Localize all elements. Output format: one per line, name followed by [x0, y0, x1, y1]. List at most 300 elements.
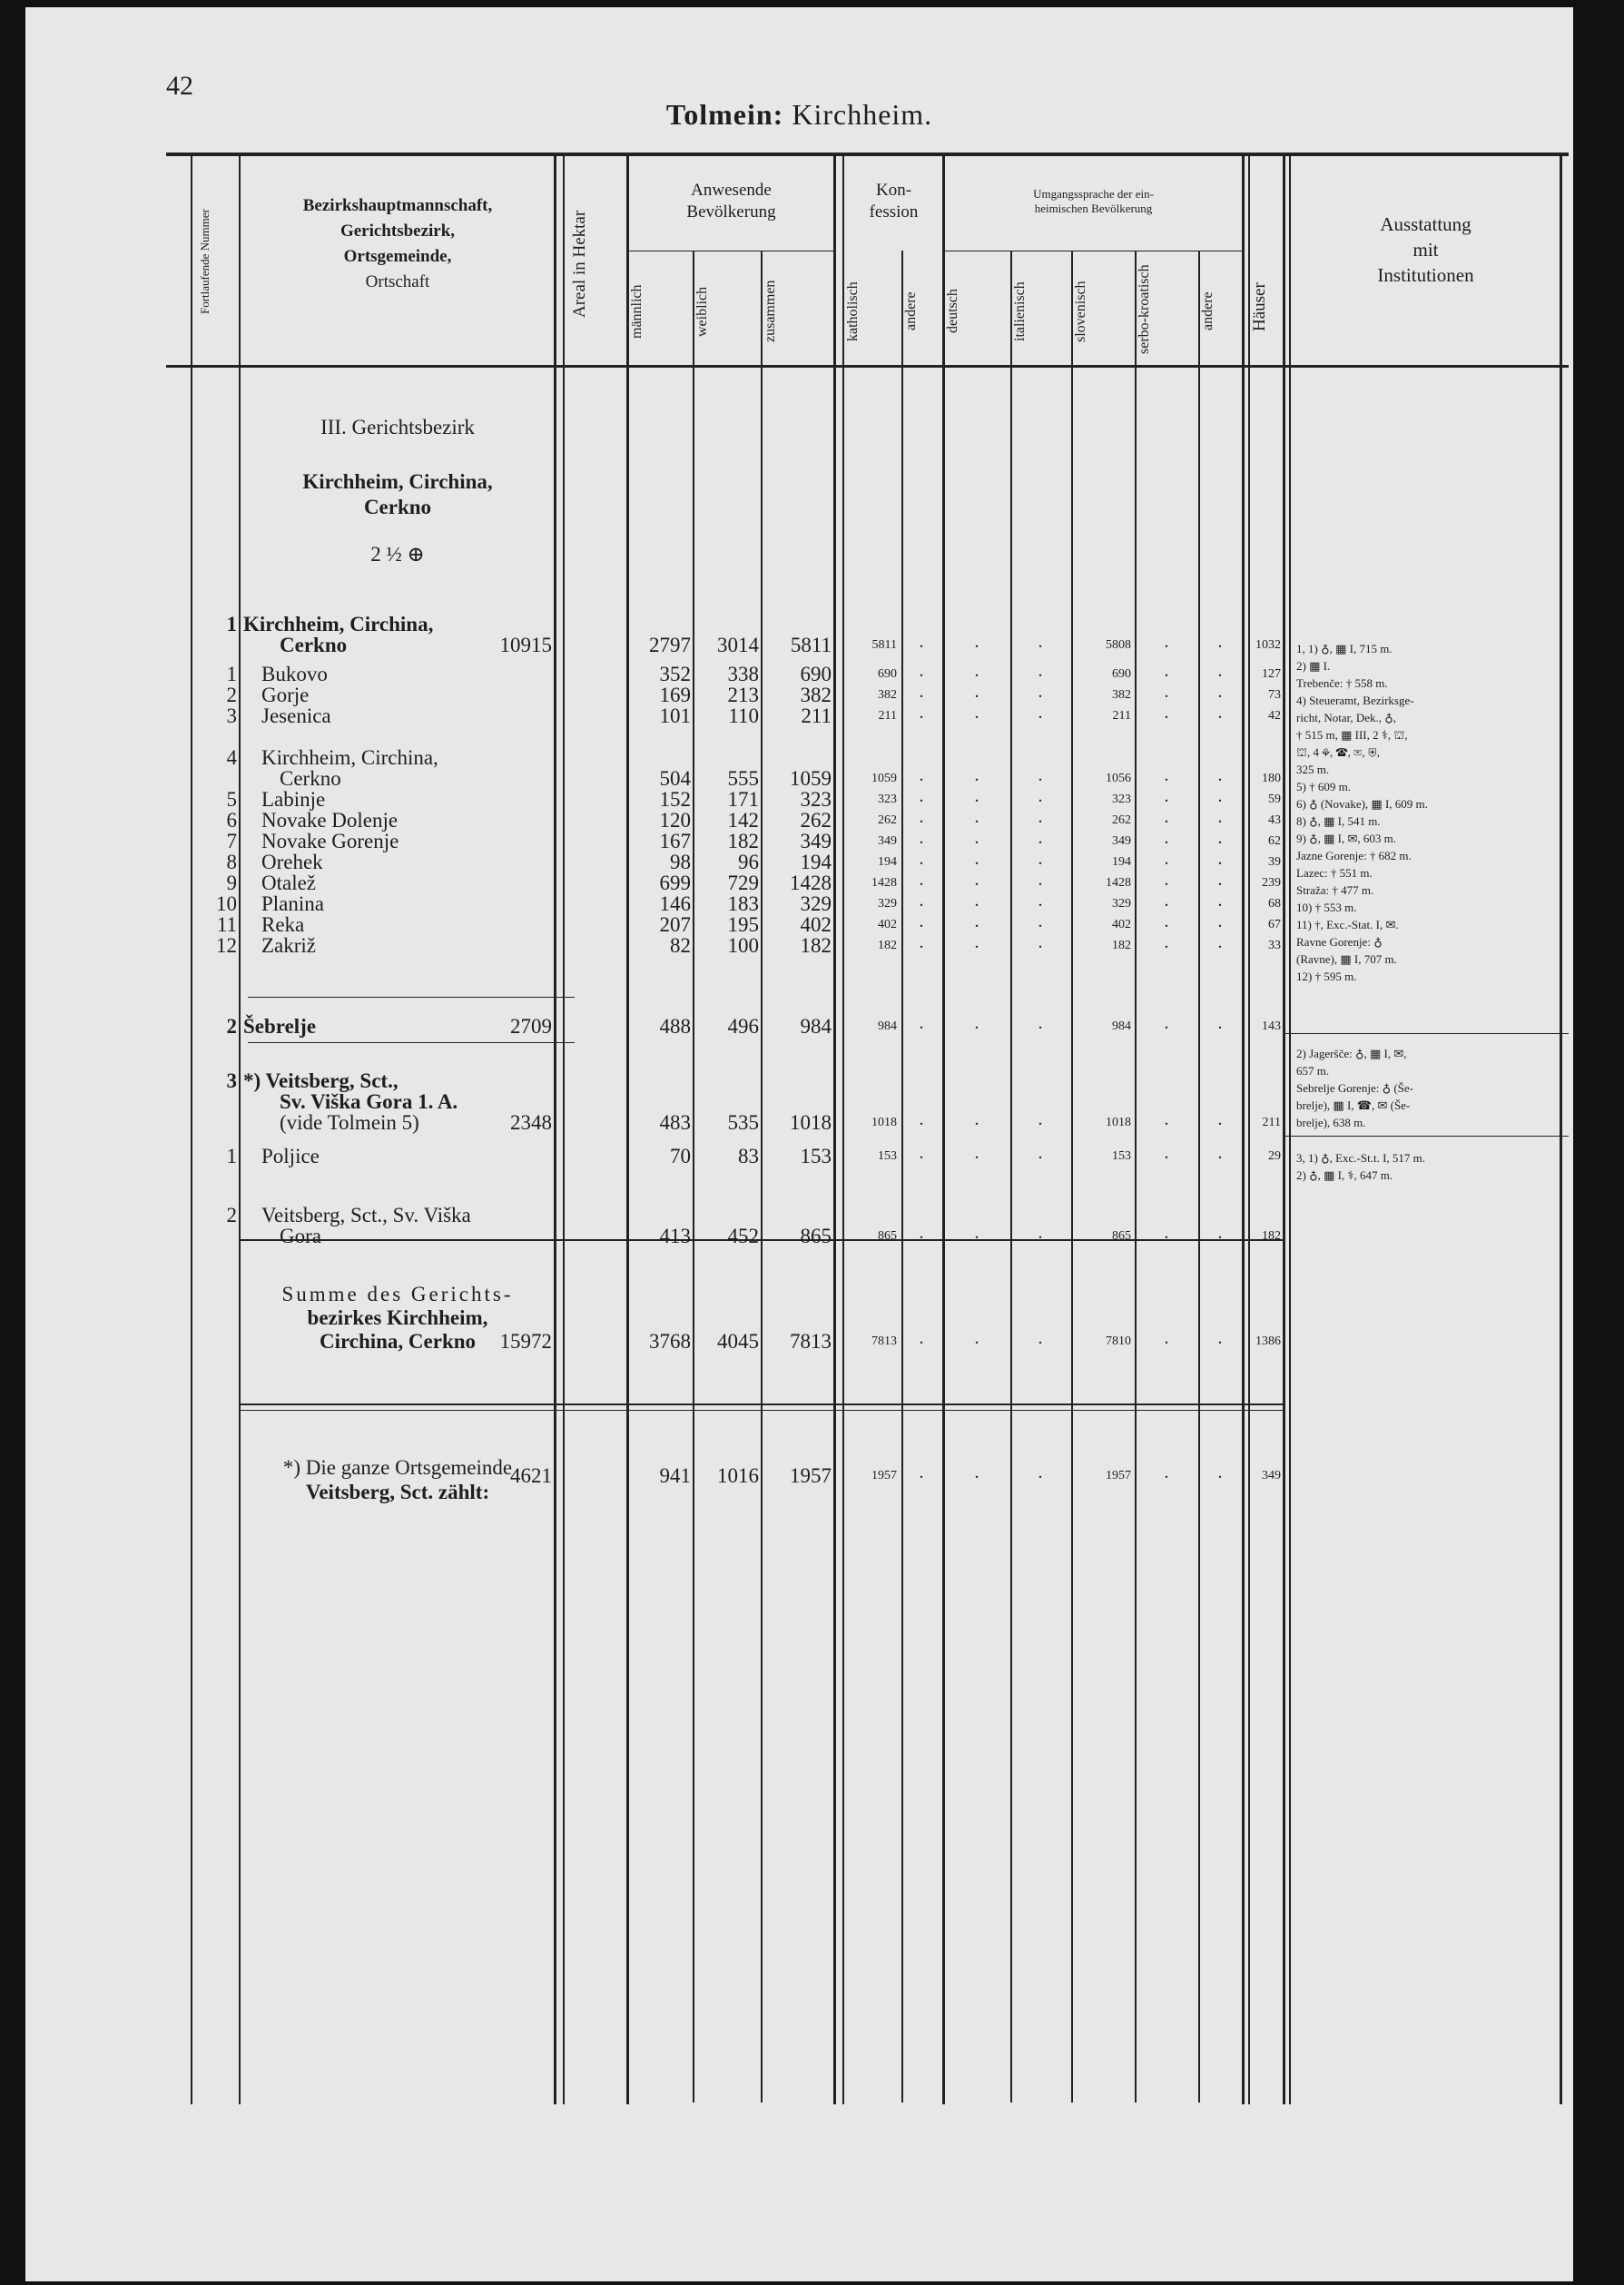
cell-sk: .: [1164, 1013, 1169, 1033]
note-line: 2) Jageršče: ♁, ▦ I, ✉,: [1296, 1047, 1407, 1060]
section-line1: III. Gerichtsbezirk: [320, 416, 475, 438]
cell-s: 262: [1112, 813, 1131, 827]
cell-z: 5811: [790, 634, 832, 656]
cell-sa: .: [1217, 849, 1223, 869]
note-line: 5) † 609 m.: [1296, 780, 1351, 793]
cell-sa: .: [1217, 682, 1223, 702]
cell-s: 5808: [1106, 638, 1131, 652]
row-name: *) Veitsberg, Sct.,: [243, 1069, 399, 1092]
row-name: Otalež: [261, 872, 317, 894]
cell-i: .: [1038, 1463, 1043, 1482]
cell-a: .: [919, 661, 924, 681]
cell-sk: .: [1164, 1223, 1169, 1243]
header-aus-line: Ausstattung: [1380, 213, 1471, 235]
cell-a: .: [919, 786, 924, 806]
cell-a: .: [919, 807, 924, 827]
cell-w: 3014: [717, 634, 759, 656]
row-number: 12: [216, 934, 237, 957]
cell-m: 82: [670, 934, 691, 957]
table-top-rule: [166, 153, 1569, 156]
header-konf-line: fession: [869, 202, 919, 222]
cell-z: 153: [800, 1145, 832, 1167]
row-name: Labinje: [261, 788, 326, 811]
cell-sk: .: [1164, 1143, 1169, 1163]
cell-w: 96: [738, 851, 759, 873]
notes-divider-1: [1283, 1033, 1569, 1034]
row-name-2: Cerkno: [280, 767, 341, 790]
cell-i: .: [1038, 703, 1043, 723]
row-name: Jesenica: [261, 704, 331, 727]
cell-h: 127: [1262, 667, 1281, 681]
cell-w: 535: [727, 1111, 759, 1134]
cell-w: 183: [727, 892, 759, 915]
cell-sa: .: [1217, 703, 1223, 723]
cell-w: 110: [728, 704, 759, 727]
cell-m: 70: [670, 1145, 691, 1167]
row-name: Reka: [261, 913, 305, 936]
cell-z: 323: [800, 788, 832, 811]
vrule: [761, 251, 763, 2103]
header-col-aus: [1292, 212, 1560, 288]
cell-h: 39: [1268, 855, 1281, 869]
header-group-spr: [945, 187, 1242, 216]
cell-areal: 10915: [499, 634, 552, 656]
cell-s: 349: [1112, 834, 1131, 848]
cell-sa: .: [1217, 1328, 1223, 1348]
cell-z: 382: [800, 684, 832, 706]
header-bev-m: männlich: [629, 284, 645, 339]
header-group-bev: [629, 180, 833, 223]
group-divider-1: [248, 997, 575, 998]
row-number: 6: [226, 809, 237, 832]
cell-m: 352: [659, 663, 691, 685]
header-spr-s: slovenisch: [1073, 281, 1088, 342]
cell-m: 504: [659, 767, 691, 790]
cell-z: 1428: [790, 872, 832, 894]
header-bev-line: Bevölkerung: [686, 202, 776, 222]
row-number: 3: [226, 704, 237, 727]
header-name-line: Bezirkshauptmannschaft,: [302, 196, 493, 215]
header-col-nr: Fortlaufende Nummer: [198, 209, 212, 314]
cell-sk: .: [1164, 828, 1169, 848]
row-number: 4: [226, 746, 237, 769]
cell-i: .: [1038, 1013, 1043, 1033]
cell-k: 153: [878, 1149, 897, 1163]
row-name: Orehek: [261, 851, 323, 873]
cell-k: 865: [878, 1229, 897, 1243]
row-name: Novake Gorenje: [261, 830, 399, 852]
cell-z: 349: [800, 830, 832, 852]
cell-sk: .: [1164, 849, 1169, 869]
vrule: [1198, 251, 1200, 2103]
cell-w: 83: [738, 1145, 759, 1167]
cell-d: .: [974, 849, 979, 869]
cell-h: 42: [1268, 709, 1281, 723]
cell-i: .: [1038, 807, 1043, 827]
cell-h: 1386: [1255, 1335, 1281, 1348]
cell-i: .: [1038, 932, 1043, 952]
notes-block-2: [1296, 1045, 1555, 1131]
cell-s: 211: [1112, 709, 1131, 723]
page-title: [25, 98, 1573, 132]
cell-w: 452: [727, 1225, 759, 1247]
cell-w: 729: [727, 872, 759, 894]
header-spr-d: deutsch: [945, 289, 960, 334]
cell-k: 1428: [871, 876, 897, 890]
cell-s: 329: [1112, 897, 1131, 911]
cell-a: .: [919, 1223, 924, 1243]
cell-a: .: [919, 870, 924, 890]
vrule: [239, 153, 241, 2104]
cell-m: 146: [659, 892, 691, 915]
header-col-name: [243, 193, 552, 295]
header-konf-line: Kon-: [875, 181, 912, 200]
cell-sa: .: [1217, 1109, 1223, 1129]
cell-d: .: [974, 765, 979, 785]
title-bold: Tolmein:: [665, 98, 784, 131]
cell-d: .: [974, 786, 979, 806]
cell-k: 7813: [871, 1335, 897, 1348]
header-col-haus: Häuser: [1250, 282, 1269, 331]
cell-sa: .: [1217, 932, 1223, 952]
cell-s: 323: [1112, 793, 1131, 806]
cell-s: 984: [1112, 1019, 1131, 1033]
note-line: ⛫, 4 ⚘, ☎, ✉, ⛨,: [1296, 745, 1380, 759]
cell-k: 5811: [871, 638, 897, 652]
header-aus-line: Institutionen: [1377, 264, 1474, 286]
row-name: Veitsberg, Sct., Sv. Viška: [261, 1204, 471, 1226]
cell-s: 382: [1112, 688, 1131, 702]
cell-i: .: [1038, 1328, 1043, 1348]
cell-h: 59: [1268, 793, 1281, 806]
cell-sk: .: [1164, 661, 1169, 681]
cell-z: 182: [800, 934, 832, 957]
note-line: Straža: † 477 m.: [1296, 883, 1374, 897]
section-line2: Kirchheim, Circhina,: [302, 470, 493, 493]
row-name-2: Gora: [280, 1225, 321, 1247]
cell-sa: .: [1217, 891, 1223, 911]
document-page: [25, 7, 1573, 2281]
cell-a: .: [919, 682, 924, 702]
cell-sa: .: [1217, 632, 1223, 652]
cell-i: .: [1038, 765, 1043, 785]
header-bev-w: weiblich: [694, 286, 710, 337]
row-name: Šebrelje: [243, 1015, 317, 1038]
note-line: 9) ♁, ▦ I, ✉, 603 m.: [1296, 832, 1396, 845]
cell-a: .: [919, 703, 924, 723]
cell-i: .: [1038, 632, 1043, 652]
cell-s: 182: [1112, 939, 1131, 952]
cell-k: 323: [878, 793, 897, 806]
cell-d: .: [974, 807, 979, 827]
cell-k: 182: [878, 939, 897, 952]
cell-a: .: [919, 765, 924, 785]
cell-z: 7813: [790, 1330, 832, 1353]
cell-i: .: [1038, 1109, 1043, 1129]
header-group-konf: [845, 180, 942, 223]
cell-z: 402: [800, 913, 832, 936]
cell-sa: .: [1217, 828, 1223, 848]
cell-a: .: [919, 932, 924, 952]
vrule: [1071, 251, 1073, 2103]
note-line: (Ravne), ▦ I, 707 m.: [1296, 952, 1397, 966]
note-line: richt, Notar, Dek., ♁,: [1296, 711, 1397, 724]
cell-sa: .: [1217, 911, 1223, 931]
note-line: Lazec: † 551 m.: [1296, 866, 1373, 880]
cell-areal: 4621: [510, 1464, 552, 1487]
cell-w: 100: [727, 934, 759, 957]
row-number: 3: [226, 1069, 237, 1092]
cell-k: 1957: [871, 1469, 897, 1482]
cell-i: .: [1038, 911, 1043, 931]
cell-h: 211: [1262, 1116, 1281, 1129]
cell-h: 180: [1262, 772, 1281, 785]
cell-sk: .: [1164, 1463, 1169, 1482]
cell-sa: .: [1217, 765, 1223, 785]
cell-sa: .: [1217, 1013, 1223, 1033]
vrule: [901, 251, 903, 2103]
cell-d: .: [974, 911, 979, 931]
cell-h: 182: [1262, 1229, 1281, 1243]
cell-a: .: [919, 891, 924, 911]
cell-h: 1032: [1255, 638, 1281, 652]
cell-s: 194: [1112, 855, 1131, 869]
cell-m: 699: [659, 872, 691, 894]
row-number: 1: [226, 613, 237, 635]
cell-z: 1957: [790, 1464, 832, 1487]
cell-m: 152: [659, 788, 691, 811]
cell-i: .: [1038, 682, 1043, 702]
cell-sk: .: [1164, 870, 1169, 890]
cell-s: 1056: [1106, 772, 1131, 785]
notes-block-3: [1296, 1149, 1555, 1184]
page-number: 42: [166, 71, 193, 101]
vrule: [1135, 251, 1137, 2103]
header-col-areal: Areal in Hektar: [570, 210, 589, 318]
row-number: 1: [226, 663, 237, 685]
cell-d: .: [974, 1463, 979, 1482]
cell-sk: .: [1164, 765, 1169, 785]
vrule: [1283, 153, 1285, 2104]
cell-areal: 15972: [499, 1330, 552, 1353]
cell-sk: .: [1164, 891, 1169, 911]
cell-h: 73: [1268, 688, 1281, 702]
header-spr-sk-text: serbo-kroatisch: [1137, 264, 1152, 354]
cell-sa: .: [1217, 807, 1223, 827]
cell-h: 43: [1268, 813, 1281, 827]
cell-d: .: [974, 703, 979, 723]
summary-line: Summe des Gerichts-: [281, 1283, 514, 1305]
header-aus-line: mit: [1412, 239, 1439, 261]
cell-i: .: [1038, 786, 1043, 806]
cell-i: .: [1038, 870, 1043, 890]
header-spr-i: italienisch: [1012, 281, 1028, 341]
note-line: 657 m.: [1296, 1064, 1330, 1078]
cell-a: .: [919, 1328, 924, 1348]
cell-z: 690: [800, 663, 832, 685]
cell-w: 555: [727, 767, 759, 790]
cell-sk: .: [1164, 682, 1169, 702]
header-name-line: Ortschaft: [365, 272, 430, 291]
row-name: Zakriž: [261, 934, 317, 957]
cell-w: 338: [727, 663, 759, 685]
header-name-line: Ortsgemeinde,: [343, 247, 452, 266]
cell-m: 3768: [649, 1330, 691, 1353]
vrule: [693, 251, 694, 2103]
row-name-2: Sv. Viška Gora 1. A.: [280, 1090, 458, 1113]
cell-sa: .: [1217, 1463, 1223, 1482]
group-divider-2: [248, 1042, 575, 1043]
row-number: 1: [226, 1145, 237, 1167]
cell-i: .: [1038, 1143, 1043, 1163]
cell-i: .: [1038, 661, 1043, 681]
header-spr-line: Umgangssprache der ein-: [1033, 187, 1154, 201]
vrule: [1289, 153, 1291, 2104]
cell-k: 329: [878, 897, 897, 911]
section-line3: Cerkno: [363, 496, 432, 518]
vrule: [563, 153, 565, 2104]
cell-h: 239: [1262, 876, 1281, 890]
header-konf-k: katholisch: [845, 281, 861, 341]
cell-m: 207: [659, 913, 691, 936]
cell-h: 67: [1268, 918, 1281, 931]
cell-a: .: [919, 849, 924, 869]
vrule: [1010, 251, 1012, 2103]
cell-z: 211: [801, 704, 832, 727]
row-name: Poljice: [261, 1145, 320, 1167]
cell-sa: .: [1217, 1223, 1223, 1243]
cell-s: 1428: [1106, 876, 1131, 890]
note-line: 2) ♁, ▦ I, ⚕, 647 m.: [1296, 1168, 1393, 1182]
notes-divider-2: [1283, 1136, 1569, 1137]
header-bev-line: Anwesende: [691, 181, 772, 200]
note-line: brelje), ▦ I, ☎, ✉ (Še-: [1296, 1098, 1411, 1112]
cell-w: 496: [727, 1015, 759, 1038]
cell-sk: .: [1164, 807, 1169, 827]
row-name-3: (vide Tolmein 5): [280, 1111, 419, 1134]
cell-k: 382: [878, 688, 897, 702]
cell-k: 1018: [871, 1116, 897, 1129]
cell-s: 690: [1112, 667, 1131, 681]
cell-a: .: [919, 911, 924, 931]
header-spr-line: heimischen Bevölkerung: [1034, 202, 1153, 215]
cell-z: 329: [800, 892, 832, 915]
cell-z: 262: [800, 809, 832, 832]
cell-m: 120: [659, 809, 691, 832]
cell-k: 194: [878, 855, 897, 869]
footnote-line: *) Die ganze Ortsgemeinde: [282, 1456, 513, 1479]
cell-a: .: [919, 1109, 924, 1129]
cell-d: .: [974, 828, 979, 848]
cell-m: 488: [659, 1015, 691, 1038]
cell-m: 167: [659, 830, 691, 852]
row-number: 10: [216, 892, 237, 915]
cell-i: .: [1038, 849, 1043, 869]
row-number: 11: [216, 913, 237, 936]
row-number: 2: [226, 1204, 237, 1226]
cell-w: 213: [727, 684, 759, 706]
title-rest: Kirchheim.: [783, 98, 933, 131]
cell-k: 1059: [871, 772, 897, 785]
note-line: 10) † 553 m.: [1296, 901, 1357, 914]
row-number: 5: [226, 788, 237, 811]
note-line: Ravne Gorenje: ♁: [1296, 935, 1383, 949]
header-bottom-rule: [166, 365, 1569, 368]
row-name: Kirchheim, Circhina,: [261, 746, 438, 769]
cell-h: 62: [1268, 834, 1281, 848]
cell-areal: 2709: [510, 1015, 552, 1038]
cell-d: .: [974, 682, 979, 702]
vrule: [191, 153, 192, 2104]
header-spr-sk: [1137, 257, 1198, 361]
header-spr-a: andere: [1200, 291, 1216, 331]
row-name: Bukovo: [261, 663, 328, 685]
cell-sa: .: [1217, 661, 1223, 681]
cell-m: 483: [659, 1111, 691, 1134]
cell-i: .: [1038, 1223, 1043, 1243]
vrule: [942, 153, 945, 2104]
cell-z: 194: [800, 851, 832, 873]
cell-w: 142: [727, 809, 759, 832]
row-name: Kirchheim, Circhina,: [243, 613, 434, 635]
cell-s: 1018: [1106, 1116, 1131, 1129]
footnote-line: Veitsberg, Sct. zählt:: [305, 1481, 490, 1503]
cell-k: 262: [878, 813, 897, 827]
cell-h: 68: [1268, 897, 1281, 911]
cell-w: 182: [727, 830, 759, 852]
summary-line: Circhina, Cerkno: [319, 1330, 477, 1353]
cell-k: 690: [878, 667, 897, 681]
cell-z: 1018: [790, 1111, 832, 1134]
summary-line: bezirkes Kirchheim,: [307, 1306, 488, 1329]
cell-k: 984: [878, 1019, 897, 1033]
row-number: 9: [226, 872, 237, 894]
note-line: brelje), 638 m.: [1296, 1116, 1366, 1129]
cell-i: .: [1038, 891, 1043, 911]
header-name-line: Gerichtsbezirk,: [340, 222, 456, 241]
note-line: 1, 1) ♁, ▦ I, 715 m.: [1296, 642, 1393, 655]
cell-m: 413: [659, 1225, 691, 1247]
header-konf-a: andere: [903, 291, 919, 331]
cell-w: 4045: [717, 1330, 759, 1353]
cell-sa: .: [1217, 786, 1223, 806]
cell-s: 865: [1112, 1229, 1131, 1243]
cell-s: 402: [1112, 918, 1131, 931]
cell-sk: .: [1164, 786, 1169, 806]
cell-sk: .: [1164, 932, 1169, 952]
cell-a: .: [919, 1013, 924, 1033]
cell-w: 1016: [717, 1464, 759, 1487]
cell-m: 2797: [649, 634, 691, 656]
cell-s: 1957: [1106, 1469, 1131, 1482]
row-name: Novake Dolenje: [261, 809, 399, 832]
note-line: † 515 m, ▦ III, 2 ⚕, ⛫,: [1296, 728, 1408, 742]
cell-a: .: [919, 632, 924, 652]
cell-sk: .: [1164, 632, 1169, 652]
cell-a: .: [919, 1463, 924, 1482]
cell-s: 7810: [1106, 1335, 1131, 1348]
row-number: 7: [226, 830, 237, 852]
cell-i: .: [1038, 828, 1043, 848]
cell-s: 153: [1112, 1149, 1131, 1163]
note-line: 11) †, Exc.-Stat. I, ✉.: [1296, 918, 1399, 931]
cell-d: .: [974, 1223, 979, 1243]
cell-k: 211: [878, 709, 897, 723]
cell-sk: .: [1164, 703, 1169, 723]
row-number: 8: [226, 851, 237, 873]
note-line: Jazne Gorenje: † 682 m.: [1296, 849, 1412, 862]
cell-m: 98: [670, 851, 691, 873]
